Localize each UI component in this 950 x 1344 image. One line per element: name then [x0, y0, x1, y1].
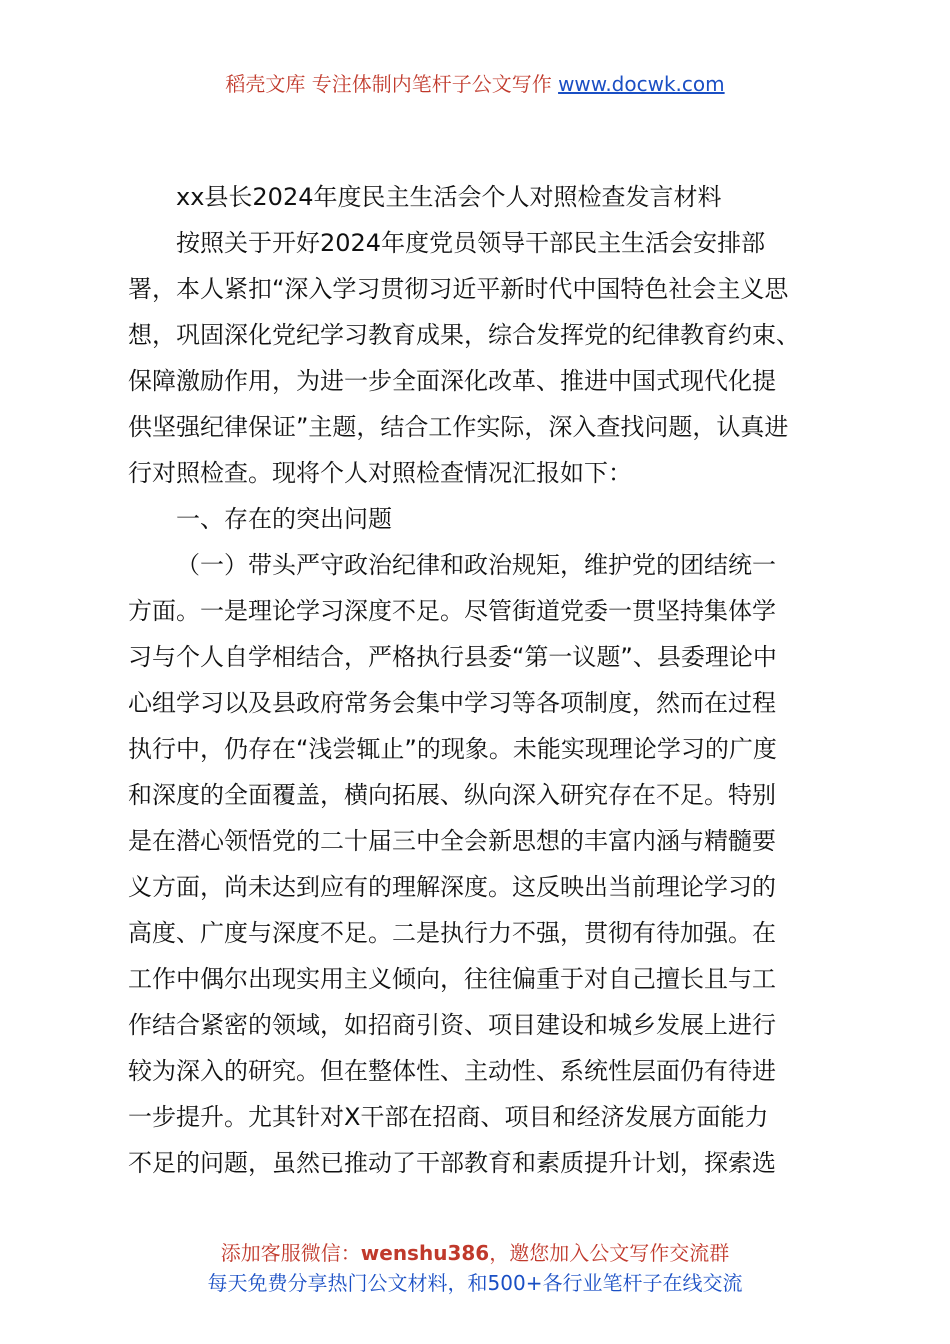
footer-wechat-line — [0, 1238, 950, 1268]
paragraph-line: 想，巩固深化党纪学习教育成果，综合发挥党的纪律教育约束、 — [128, 321, 800, 349]
paragraph-line: 执行中，仍存在“浅尝辄止”的现象。未能实现理论学习的广度 — [128, 735, 777, 763]
footer-promo-line: 每天免费分享热门公文材料，和500+各行业笔杆子在线交流 — [207, 1271, 743, 1295]
website-link[interactable]: www.docwk.com — [558, 72, 725, 96]
paragraph-line: 工作中偶尔出现实用主义倾向，往往偏重于对自己擅长且与工 — [128, 965, 776, 993]
paragraph-line: 一步提升。尤其针对X干部在招商、项目和经济发展方面能力 — [128, 1103, 769, 1131]
paragraph-line: 是在潜心领悟党的二十届三中全会新思想的丰富内涵与精髓要 — [128, 827, 776, 855]
paragraph-line: 保障激励作用，为进一步全面深化改革、推进中国式现代化提 — [128, 367, 776, 395]
footer-wechat-prefix: 添加客服微信： — [220, 1241, 361, 1265]
paragraph-line: 较为深入的研究。但在整体性、主动性、系统性层面仍有待进 — [128, 1057, 776, 1085]
document-body — [128, 174, 828, 1186]
paragraph-line: 心组学习以及县政府常务会集中学习等各项制度，然而在过程 — [128, 689, 776, 717]
paragraph-line: 不足的问题，虽然已推动了干部教育和素质提升计划，探索选 — [128, 1149, 776, 1177]
paragraph-line: 义方面，尚未达到应有的理解深度。这反映出当前理论学习的 — [128, 873, 776, 901]
page-footer — [0, 1238, 950, 1298]
paragraph-line: 高度、广度与深度不足。二是执行力不强，贯彻有待加强。在 — [128, 919, 776, 947]
paragraph-line: 行对照检查。现将个人对照检查情况汇报如下： — [128, 459, 632, 487]
paragraph-line: （一）带头严守政治纪律和政治规矩，维护党的团结统一 — [176, 551, 776, 579]
paragraph-line: 作结合紧密的领域，如招商引资、项目建设和城乡发展上进行 — [128, 1011, 776, 1039]
paragraph-line: 供坚强纪律保证”主题，结合工作实际，深入查找问题，认真进 — [128, 413, 789, 441]
document-title: xx县长2024年度民主生活会个人对照检查发言材料 — [176, 183, 722, 211]
wechat-id: wenshu386 — [360, 1241, 490, 1265]
paragraph-line: 方面。一是理论学习深度不足。尽管街道党委一贯坚持集体学 — [128, 597, 776, 625]
paragraph-line: 习与个人自学相结合，严格执行县委“第一议题”、县委理论中 — [128, 643, 777, 671]
paragraph-line: 和深度的全面覆盖，横向拓展、纵向深入研究存在不足。特别 — [128, 781, 776, 809]
paragraph-line: 按照关于开好2024年度党员领导干部民主生活会安排部 — [176, 229, 766, 257]
section-heading: 一、存在的突出问题 — [176, 505, 392, 533]
page-header — [0, 70, 950, 98]
footer-wechat-suffix: ，邀您加入公文写作交流群 — [489, 1241, 730, 1265]
brand-slogan: 稻壳文库 专注体制内笔杆子公文写作 — [225, 72, 552, 96]
paragraph-line: 署，本人紧扣“深入学习贯彻习近平新时代中国特色社会主义思 — [128, 275, 789, 303]
